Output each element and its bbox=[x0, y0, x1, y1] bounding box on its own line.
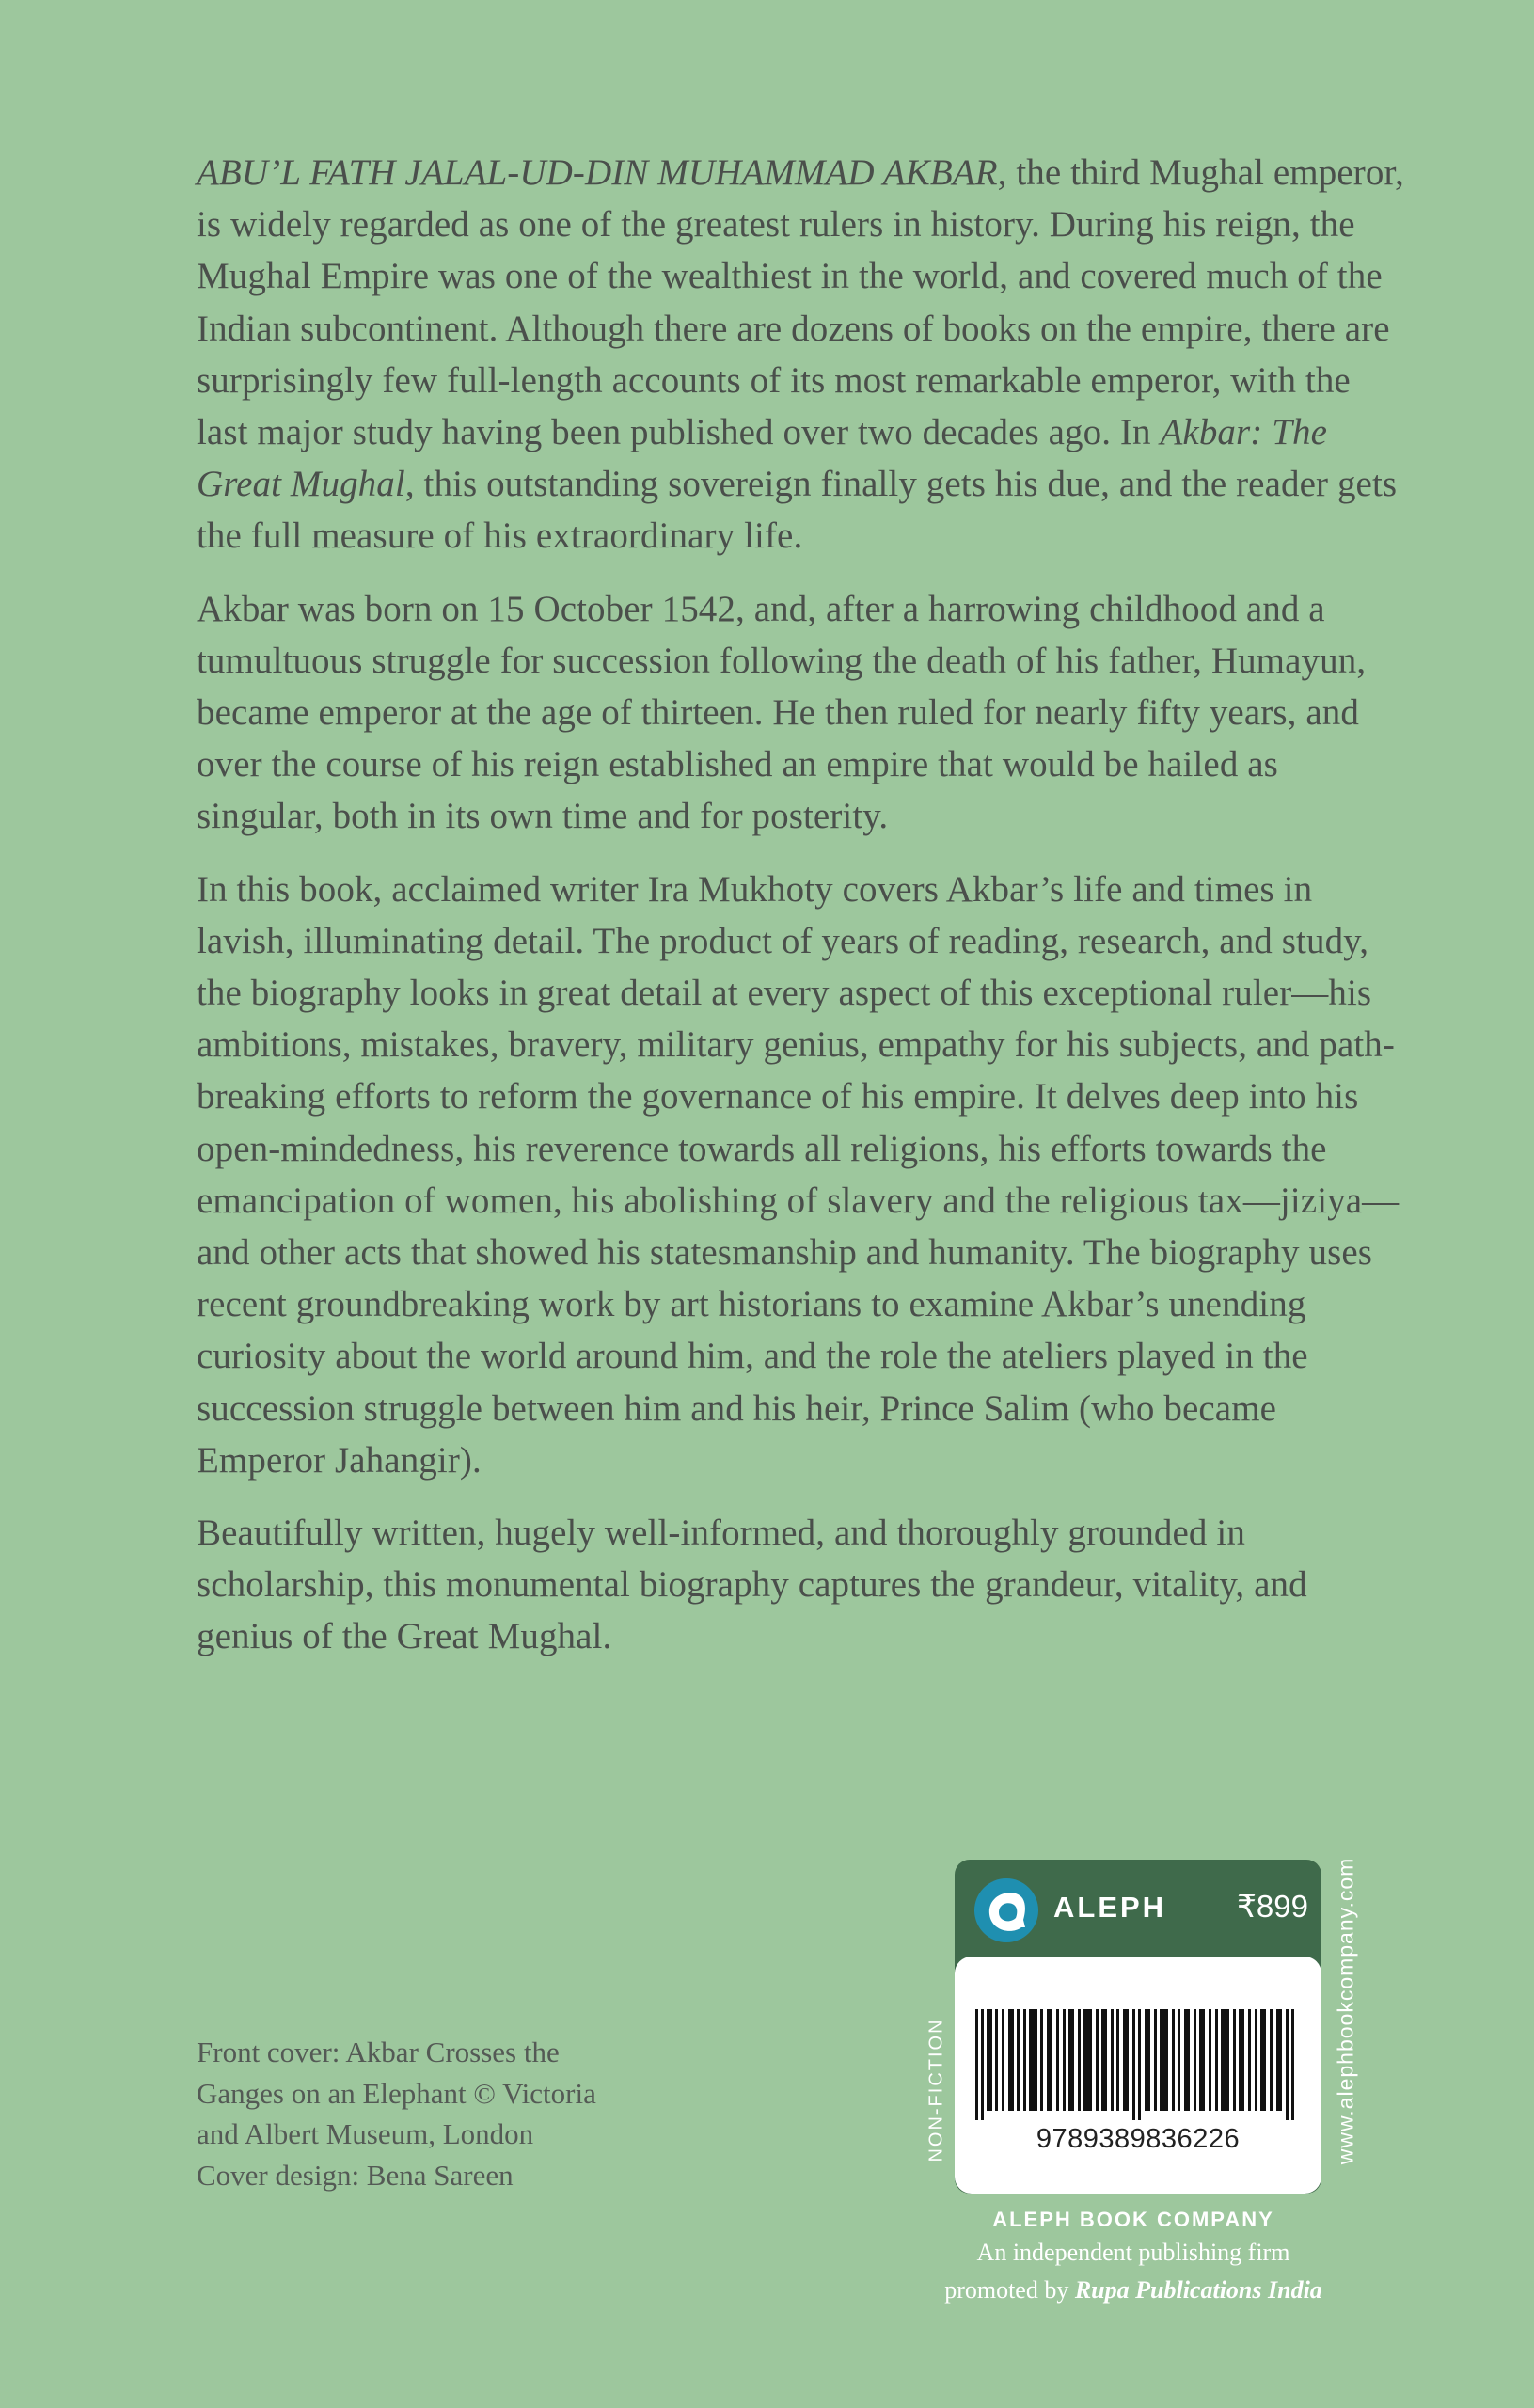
blurb-paragraph-4: Beautifully written, hugely well-informed, and thoroughly grounded in scholarship, this monumental biography captures the grandeur, vitality, and genius of the Great Mughal. bbox=[197, 1513, 1307, 1657]
genre-label: NON-FICTION bbox=[925, 2018, 947, 2162]
price-label: ₹899 bbox=[1236, 1889, 1308, 1924]
brand-name: ALEPH bbox=[1053, 1891, 1167, 1924]
emperor-full-name: ABU’L FATH JALAL-UD-DIN MUHAMMAD AKBAR bbox=[197, 152, 998, 193]
blurb-paragraph-1-text-a: , the third Mughal emperor, is widely regarded as one of the greatest rulers in history. During his reign, the Mughal Empire was one of the wealthiest in the world, and covered much of the Indian subcontinent. Although there are dozens of books on the empire, there are surprisingly few full-length accounts of its most remarkable emperor, with the last major study having been published over two decades ago. In bbox=[197, 152, 1404, 453]
publisher-tagline: An independent publishing firm bbox=[976, 2239, 1290, 2266]
credits-line-2: Ganges on an Elephant © Victoria bbox=[197, 2076, 596, 2110]
barcode-panel bbox=[955, 1956, 1321, 2194]
aleph-logo-icon bbox=[974, 1878, 1038, 1942]
blurb-paragraph-2: Akbar was born on 15 October 1542, and, after a harrowing childhood and a tumultuous struggle for succession following the death of his father, Humayun, became emperor at the age of thirteen. He then ruled for nearly fifty years, and over the course of his reign established an empire that would be hailed as singular, both in its own time and for posterity. bbox=[197, 588, 1367, 837]
publisher-name: ALEPH BOOK COMPANY bbox=[992, 2208, 1274, 2231]
book-title: Akbar: The Great Mughal bbox=[197, 412, 1328, 505]
blurb-paragraph-3: In this book, acclaimed writer Ira Mukhoty covers Akbar’s life and times in lavish, illuminating detail. The product of years of reading, research, and study, the biography looks in great detail at every aspect of this exceptional ruler—his ambitions, mistakes, bravery, military genius, empathy for his subjects, and path-breaking efforts to reform the governance of his empire. It delves deep into his open-mindedness, his reverence towards all religions, his efforts towards the emancipation of women, his abolishing of slavery and the religious tax—jiziya—and other acts that showed his statesmanship and humanity. The biography uses recent groundbreaking work by art historians to examine Akbar’s unending curiosity about the world around him, and the role the ateliers played in the succession struggle between him and his heir, Prince Salim (who became Emperor Jahangir). bbox=[197, 868, 1400, 1481]
cover-blurb bbox=[197, 147, 1410, 1684]
credits-line-1: Front cover: Akbar Crosses the bbox=[197, 2036, 560, 2068]
blurb-paragraph-1 bbox=[197, 147, 1410, 562]
credits-line-4: Cover design: Bena Sareen bbox=[197, 2158, 514, 2192]
publisher-info bbox=[894, 2206, 1373, 2309]
promoter-name: Rupa Publications India bbox=[1074, 2276, 1322, 2304]
credits-line-3: and Albert Museum, London bbox=[197, 2117, 534, 2150]
promoter-prefix: promoted by bbox=[944, 2276, 1075, 2304]
blurb-paragraph-1-text-b: , this outstanding sovereign finally gets his due, and the reader gets the full measure of his extraordinary life. bbox=[197, 464, 1398, 557]
isbn-number: 9789389836226 bbox=[1036, 2124, 1241, 2154]
barcode bbox=[975, 2009, 1301, 2120]
publisher-website: www.alephbookcompany.com bbox=[1333, 1857, 1358, 2165]
cover-credits bbox=[197, 2032, 761, 2195]
publisher-promoter-line bbox=[894, 2272, 1373, 2309]
